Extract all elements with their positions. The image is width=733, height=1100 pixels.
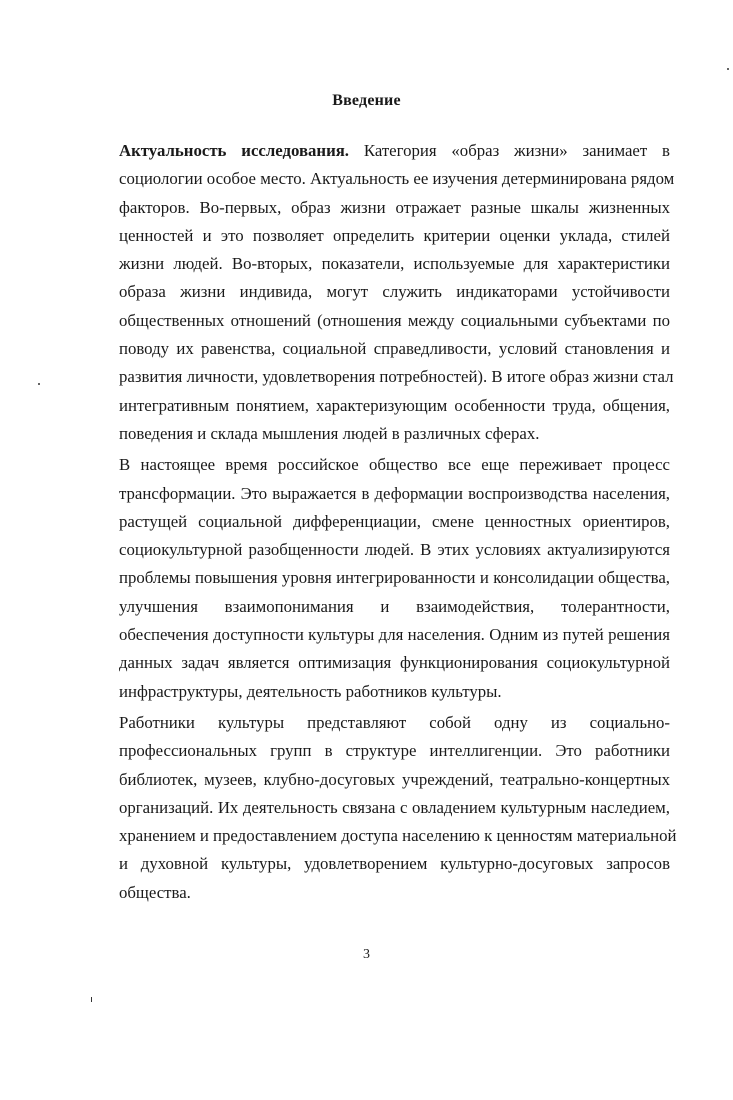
- paragraph-3: [119, 709, 677, 907]
- page-title: Введение: [332, 92, 401, 109]
- paragraph-line: образа жизни индивида, могут служить индикаторами устойчивости: [119, 282, 670, 302]
- paragraph-line: растущей социальной дифференциации, смене ценностных ориентиров,: [119, 511, 670, 531]
- paragraph-line: общественных отношений (отношения между социальными субъектами по: [119, 310, 670, 330]
- scan-speck: [38, 383, 40, 385]
- paragraph-line: развития личности, удовлетворения потребностей). В итоге образ жизни стал: [119, 367, 674, 387]
- paragraph-line: ценностей и это позволяет определить критерии оценки уклада, стилей: [119, 225, 670, 245]
- page-number: 3: [363, 947, 370, 962]
- paragraph-line: интегративным понятием, характеризующим особенности труда, общения,: [119, 395, 670, 415]
- paragraph-line: поводу их равенства, социальной справедливости, условий становления и: [119, 339, 670, 359]
- paragraph-line: Работники культуры представляют собой одну из социально-: [119, 712, 670, 732]
- paragraph-line: общества.: [119, 882, 191, 902]
- paragraph-line: и духовной культуры, удовлетворением культурно-досуговых запросов: [119, 854, 670, 874]
- paragraph-line: данных задач является оптимизация функционирования социокультурной: [119, 653, 670, 673]
- paragraph-line: социокультурной разобщенности людей. В этих условиях актуализируются: [119, 540, 670, 560]
- document-body: [119, 137, 677, 907]
- paragraph-line: улучшения взаимопонимания и взаимодействия, толерантности,: [119, 596, 670, 616]
- paragraph-line: жизни людей. Во-вторых, показатели, используемые для характеристики: [119, 254, 670, 274]
- paragraph-line: [119, 137, 670, 165]
- paragraph-line: проблемы повышения уровня интегрированности и консолидации общества,: [119, 568, 670, 588]
- paragraph-lead-bold: Актуальность исследования.: [119, 141, 350, 160]
- paragraph-line: профессиональных групп в структуре интеллигенции. Это работники: [119, 741, 670, 761]
- paragraph-line: библиотек, музеев, клубно-досуговых учреждений, театрально-концертных: [119, 769, 670, 789]
- paragraph-line: поведения и склада мышления людей в различных сферах.: [119, 423, 540, 443]
- paragraph-line: хранением и предоставлением доступа населению к ценностям материальной: [119, 826, 677, 846]
- paragraph-line: трансформации. Это выражается в деформации воспроизводства населения,: [119, 483, 670, 503]
- scan-speck: [91, 997, 92, 1002]
- paragraph-line: обеспечения доступности культуры для населения. Одним из путей решения: [119, 625, 670, 645]
- paragraph-line: социологии особое место. Актуальность ее изучения детерминирована рядом: [119, 169, 675, 189]
- paragraph-line: инфраструктуры, деятельность работников культуры.: [119, 681, 502, 701]
- paragraph-line-text: Категория «образ жизни» занимает в: [363, 141, 670, 160]
- paragraph-2: [119, 451, 670, 706]
- paragraph-line: организаций. Их деятельность связана с овладением культурным наследием,: [119, 797, 670, 817]
- paragraph-line: факторов. Во-первых, образ жизни отражает разные шкалы жизненных: [119, 197, 670, 217]
- scan-speck: [727, 68, 729, 70]
- paragraph-line: В настоящее время российское общество все еще переживает процесс: [119, 455, 670, 475]
- paragraph-1: [119, 137, 675, 448]
